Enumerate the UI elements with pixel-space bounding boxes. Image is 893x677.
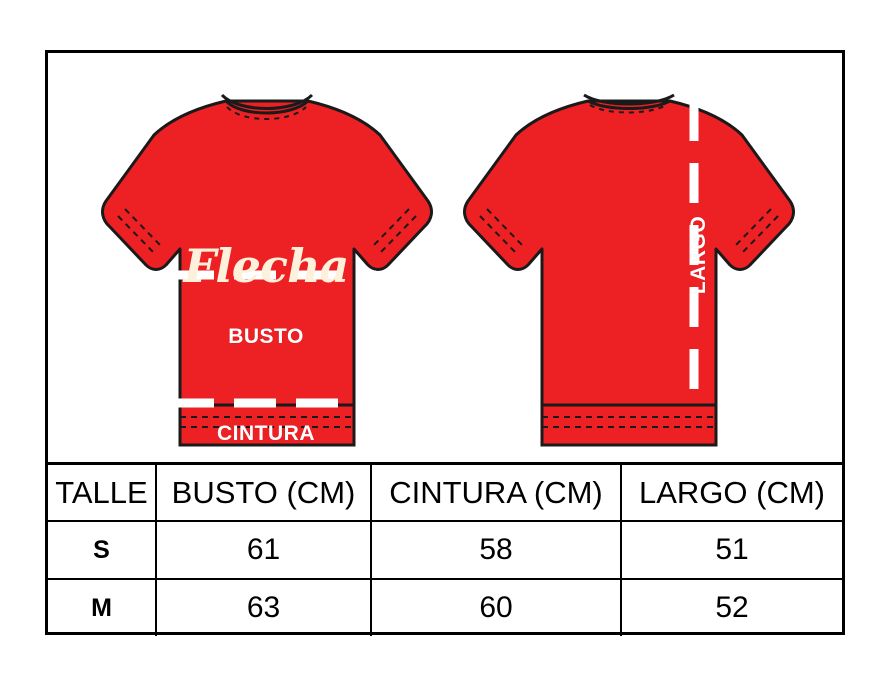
cell-largo: 51 (621, 521, 842, 579)
column-header-largo: LARGO (CM) (621, 465, 842, 521)
waist-measure-label: CINTURA (217, 422, 315, 445)
cell-busto: 63 (156, 579, 371, 636)
cell-busto: 61 (156, 521, 371, 579)
bust-measure-label: BUSTO (228, 325, 304, 348)
table-header-row (48, 465, 842, 521)
column-header-busto: BUSTO (CM) (156, 465, 371, 521)
garment-illustration (48, 53, 842, 465)
size-chart-frame (45, 50, 845, 635)
cell-talle: M (48, 579, 156, 636)
column-header-talle: TALLE (48, 465, 156, 521)
shirt-back-view (438, 53, 818, 462)
brand-wordmark: Flecha (183, 239, 349, 293)
shirt-back-svg (438, 53, 818, 462)
size-table (48, 465, 842, 636)
table-row (48, 579, 842, 636)
column-header-cintura: CINTURA (CM) (371, 465, 621, 521)
cell-talle: S (48, 521, 156, 579)
cell-largo: 52 (621, 579, 842, 636)
length-measure-label: LARGO (687, 215, 711, 295)
shirt-front-view (76, 53, 456, 462)
cell-cintura: 58 (371, 521, 621, 579)
table-row (48, 521, 842, 579)
cell-cintura: 60 (371, 579, 621, 636)
